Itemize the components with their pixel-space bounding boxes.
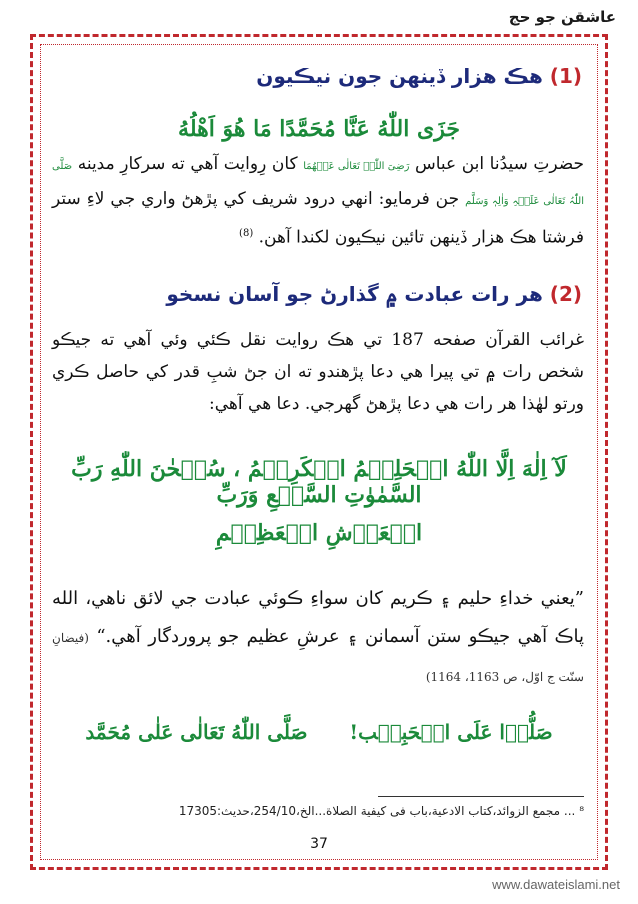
site-url: www.dawateislami.net	[492, 877, 620, 892]
section-1-number: (1)	[549, 64, 582, 88]
section-1-title: هڪ هزار ڏينهن جون نيڪيون	[256, 64, 543, 88]
dua-arabic-line-1: لَآ اِلٰهَ اِلَّا اللّٰهُ الۡحَلِيۡمُ الۡكَرِيۡمُ ، سُبۡحٰنَ اللّٰهِ رَبِّ السَّمٰوٰتِ السَّبۡعِ وَرَبِّ	[71, 456, 567, 508]
translation-text: ”يعني خداءِ حليم ۽ ڪريم کان سواءِ ڪوئي عبادت جي لائق ناهي، الله پاڪ آهي جيڪو ستن آسمانن ۽ عرشِ عظيم جو پروردگار آهي.“	[52, 588, 584, 647]
footnote-mark: ⁸	[579, 804, 584, 818]
honorific-radiallahu: رَضِیَ اللّٰہُ تَعَالٰی عَنۡھُمَا	[303, 161, 410, 172]
running-header: عاشقن جو حج	[508, 8, 616, 26]
page-content	[46, 52, 592, 852]
salat-response: صَلَّى اللّٰهُ تَعَالٰى عَلٰى مُحَمَّد	[85, 720, 308, 744]
dua-translation	[52, 580, 584, 696]
section-2-title: هر رات عبادت ۾ گذارڻ جو آسان نسخو	[166, 282, 543, 306]
p1-line2-end: جن فرمايو: انهي درود شريف کي پڙهڻ واري جي	[110, 189, 460, 209]
footnote-text: ... مجمع الزوائد،کتاب الادعية،باب فی كيفية الصلاة...الخ،254/10،حديث:17305	[178, 804, 576, 818]
salat-call: صَلُّوۡا عَلَى الۡحَبِيۡب!	[349, 720, 553, 744]
p1-line3: لاءِ ستر فرشتا هڪ هزار ڏينهن تائين نيڪيون لکندا آهن.	[52, 189, 584, 248]
footnote-divider	[378, 796, 584, 797]
footnote	[52, 804, 584, 818]
section-1-heading	[52, 64, 582, 88]
page-number: 37	[310, 836, 328, 852]
honorific-sallallahu: صَلَّی اللّٰہُ تَعَالٰی عَلَیۡہِ وَاٰلِہٖ وَسَلَّم	[52, 161, 585, 207]
p1-line1-start: حضرتِ سيدُنا ابن عباس	[414, 154, 585, 174]
p1-line2-start: مدينه	[77, 154, 115, 174]
section-2-heading	[52, 282, 582, 306]
source-reference: (فيضانِ سنّت ج اوّل، ص 1163، 1164)	[52, 631, 584, 684]
section-1-paragraph	[52, 148, 584, 254]
section-2-paragraph: غرائب القرآن صفحه 187 تي هڪ روايت نقل ڪئي وئي آهي ته جيڪو شخص رات ۾ تي پيرا هي دعا پڙهندو ته ان جڻ شبِ قدر کي حاصل ڪري ورتو لهٰذا هر رات هي دعا پڙهڻ گهرجي. دعا هي آهي:	[52, 330, 584, 414]
salat-line	[46, 720, 592, 744]
durood-arabic: جَزَى اللّٰهُ عَنَّا مُحَمَّدًا مَا هُوَ اَهْلُهُ	[178, 116, 460, 142]
footnote-reference-mark: (8)	[239, 228, 254, 239]
p1-line1-end: کان رِوايت آهي ته سرکارِ	[120, 154, 298, 174]
section-2-number: (2)	[549, 282, 582, 306]
dua-arabic-line-2: الۡعَرۡشِ الۡعَظِيۡمِ	[215, 520, 423, 546]
